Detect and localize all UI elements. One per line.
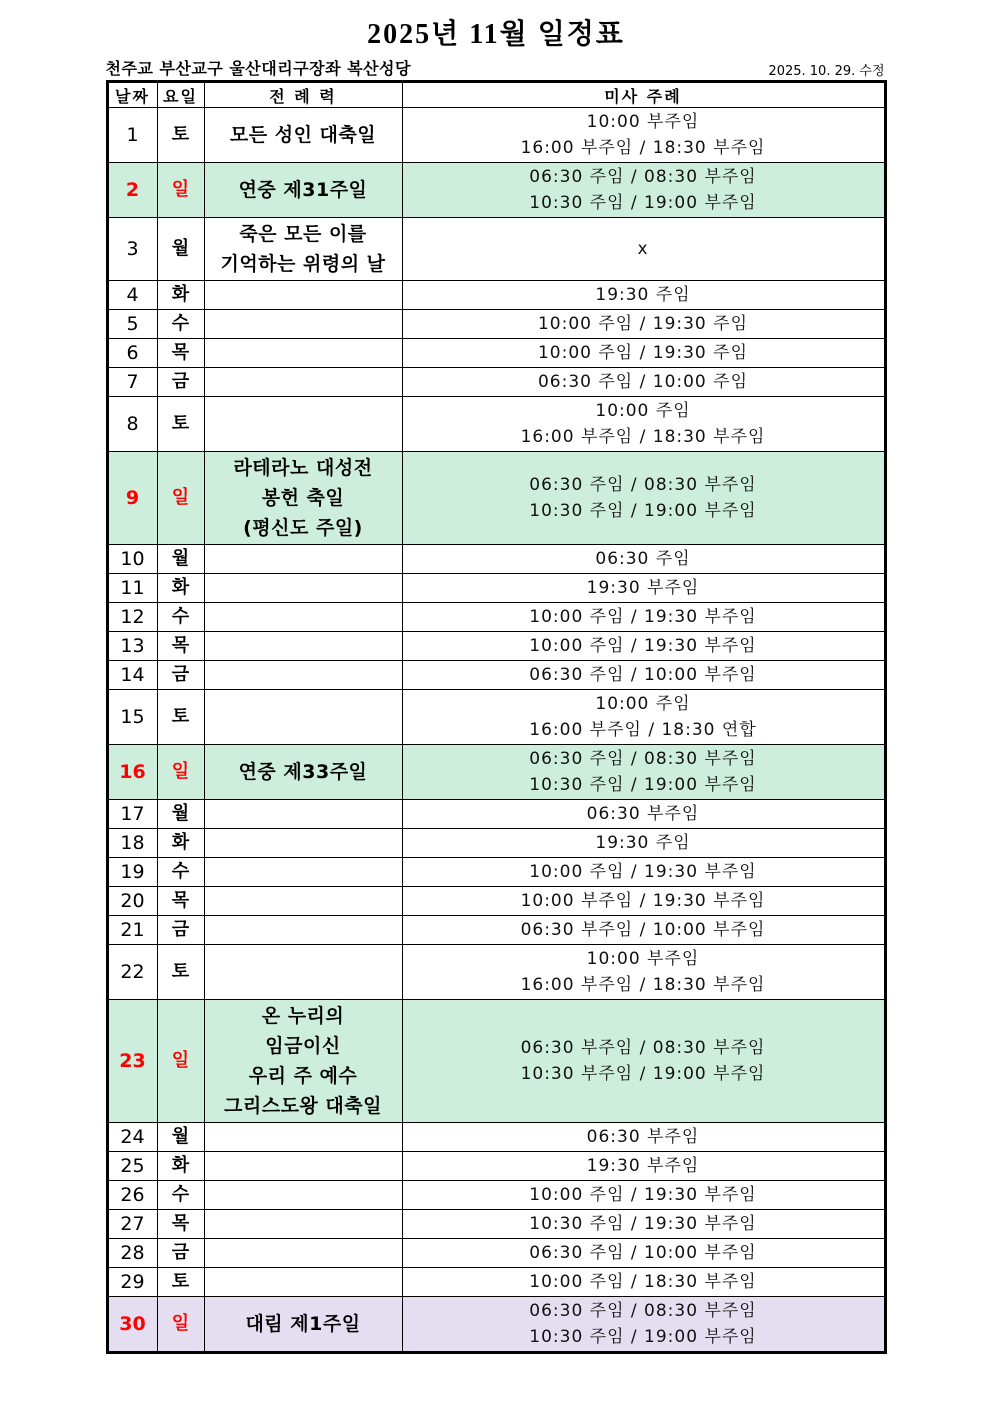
day-cell: 월 [157,545,204,574]
day-cell: 금 [157,916,204,945]
liturgy-cell: 연중 제33주일 [204,745,402,800]
table-row [107,1239,885,1268]
day-cell: 금 [157,661,204,690]
table-row [107,829,885,858]
mass-cell: 19:30 부주임 [402,1152,885,1181]
liturgy-cell: 대림 제1주일 [204,1297,402,1353]
table-row [107,690,885,745]
table-row [107,661,885,690]
date-cell: 6 [107,339,157,368]
date-cell: 20 [107,887,157,916]
mass-cell: 19:30 주임 [402,281,885,310]
day-cell: 수 [157,1181,204,1210]
date-cell: 27 [107,1210,157,1239]
date-cell: 18 [107,829,157,858]
revision-date: 2025. 10. 29. 수정 [768,64,885,79]
date-cell: 13 [107,632,157,661]
table-row [107,916,885,945]
mass-cell: 19:30 주임 [402,829,885,858]
column-header-mass: 미사 주례 [402,82,885,108]
mass-cell: 10:00 부주임 16:00 부주임 / 18:30 부주임 [402,108,885,163]
date-cell: 2 [107,163,157,218]
mass-cell: 10:00 부주임 / 19:30 부주임 [402,887,885,916]
header-row [107,82,885,108]
schedule-table-body [107,108,885,1353]
day-cell: 목 [157,632,204,661]
table-row [107,545,885,574]
day-cell: 화 [157,281,204,310]
table-row [107,1210,885,1239]
table-row [107,858,885,887]
liturgy-cell [204,1181,402,1210]
liturgy-cell: 연중 제31주일 [204,163,402,218]
table-row [107,1181,885,1210]
mass-cell: 06:30 주임 / 08:30 부주임 10:30 주임 / 19:00 부주임 [402,163,885,218]
table-row [107,574,885,603]
table-row [107,163,885,218]
mass-cell: 10:00 주임 16:00 부주임 / 18:30 연합 [402,690,885,745]
liturgy-cell [204,368,402,397]
mass-cell: 06:30 부주임 / 08:30 부주임 10:30 부주임 / 19:00 부주임 [402,1000,885,1123]
liturgy-cell [204,858,402,887]
date-cell: 21 [107,916,157,945]
table-row [107,603,885,632]
liturgy-cell [204,1239,402,1268]
mass-cell: 06:30 주임 / 08:30 부주임 10:30 주임 / 19:00 부주임 [402,745,885,800]
table-row [107,945,885,1000]
column-header-date: 날짜 [107,82,157,108]
mass-cell: 06:30 주임 / 10:00 주임 [402,368,885,397]
liturgy-cell [204,1268,402,1297]
day-cell: 월 [157,218,204,281]
column-header-day: 요일 [157,82,204,108]
liturgy-cell: 온 누리의 임금이신 우리 주 예수 그리스도왕 대축일 [204,1000,402,1123]
date-cell: 22 [107,945,157,1000]
day-cell: 토 [157,1268,204,1297]
date-cell: 4 [107,281,157,310]
table-row [107,108,885,163]
day-cell: 화 [157,574,204,603]
mass-cell: 10:00 주임 / 18:30 부주임 [402,1268,885,1297]
day-cell: 화 [157,1152,204,1181]
date-cell: 14 [107,661,157,690]
table-row [107,339,885,368]
table-row [107,1268,885,1297]
date-cell: 25 [107,1152,157,1181]
liturgy-cell [204,945,402,1000]
table-row [107,1000,885,1123]
date-cell: 15 [107,690,157,745]
date-cell: 5 [107,310,157,339]
liturgy-cell [204,603,402,632]
table-row [107,887,885,916]
mass-cell: 10:30 주임 / 19:30 부주임 [402,1210,885,1239]
liturgy-cell [204,1152,402,1181]
day-cell: 일 [157,1297,204,1353]
mass-cell: 19:30 부주임 [402,574,885,603]
table-row [107,1152,885,1181]
table-row [107,1297,885,1353]
liturgy-cell [204,829,402,858]
day-cell: 일 [157,745,204,800]
table-row [107,218,885,281]
mass-cell: 10:00 주임 / 19:30 부주임 [402,858,885,887]
mass-cell: 10:00 주임 / 19:30 주임 [402,339,885,368]
day-cell: 목 [157,1210,204,1239]
liturgy-cell [204,690,402,745]
day-cell: 목 [157,339,204,368]
date-cell: 28 [107,1239,157,1268]
mass-cell: 06:30 주임 / 08:30 부주임 10:30 주임 / 19:00 부주임 [402,1297,885,1353]
table-row [107,397,885,452]
mass-cell: 06:30 주임 / 08:30 부주임 10:30 주임 / 19:00 부주임 [402,452,885,545]
table-row [107,745,885,800]
date-cell: 26 [107,1181,157,1210]
table-row [107,310,885,339]
date-cell: 7 [107,368,157,397]
date-cell: 8 [107,397,157,452]
mass-cell: 10:00 주임 / 19:30 부주임 [402,603,885,632]
table-row [107,632,885,661]
date-cell: 29 [107,1268,157,1297]
table-row [107,281,885,310]
liturgy-cell [204,800,402,829]
day-cell: 월 [157,800,204,829]
page-title: 2025년 11월 일정표 [367,19,625,50]
date-cell: 9 [107,452,157,545]
liturgy-cell [204,916,402,945]
date-cell: 10 [107,545,157,574]
day-cell: 일 [157,163,204,218]
column-header-liturgy: 전 례 력 [204,82,402,108]
liturgy-cell [204,397,402,452]
liturgy-cell: 모든 성인 대축일 [204,108,402,163]
liturgy-cell [204,310,402,339]
day-cell: 토 [157,108,204,163]
date-cell: 24 [107,1123,157,1152]
liturgy-cell: 라테라노 대성전 봉헌 축일 (평신도 주일) [204,452,402,545]
date-cell: 3 [107,218,157,281]
mass-cell: 10:00 주임 / 19:30 부주임 [402,1181,885,1210]
mass-cell: 06:30 부주임 [402,1123,885,1152]
mass-cell: 10:00 주임 / 19:30 주임 [402,310,885,339]
day-cell: 금 [157,368,204,397]
day-cell: 금 [157,1239,204,1268]
date-cell: 11 [107,574,157,603]
liturgy-cell [204,339,402,368]
day-cell: 일 [157,452,204,545]
table-row [107,452,885,545]
liturgy-cell [204,661,402,690]
org-name: 천주교 부산교구 울산대리구장좌 복산성당 [105,59,411,78]
mass-cell: x [402,218,885,281]
mass-cell: 06:30 주임 / 10:00 부주임 [402,661,885,690]
table-row [107,1123,885,1152]
table-row [107,368,885,397]
day-cell: 일 [157,1000,204,1123]
day-cell: 토 [157,945,204,1000]
mass-cell: 10:00 주임 / 19:30 부주임 [402,632,885,661]
date-cell: 12 [107,603,157,632]
liturgy-cell [204,887,402,916]
table-row [107,800,885,829]
day-cell: 수 [157,858,204,887]
liturgy-cell [204,545,402,574]
liturgy-cell [204,1123,402,1152]
day-cell: 수 [157,310,204,339]
liturgy-cell [204,632,402,661]
mass-cell: 10:00 부주임 16:00 부주임 / 18:30 부주임 [402,945,885,1000]
day-cell: 수 [157,603,204,632]
day-cell: 화 [157,829,204,858]
mass-cell: 06:30 주임 / 10:00 부주임 [402,1239,885,1268]
schedule-table [106,80,887,1354]
mass-cell: 06:30 주임 [402,545,885,574]
date-cell: 30 [107,1297,157,1353]
mass-cell: 10:00 주임 16:00 부주임 / 18:30 부주임 [402,397,885,452]
date-cell: 23 [107,1000,157,1123]
date-cell: 1 [107,108,157,163]
mass-cell: 06:30 부주임 / 10:00 부주임 [402,916,885,945]
day-cell: 토 [157,397,204,452]
subheader [106,56,887,79]
table-header [107,82,885,108]
liturgy-cell [204,1210,402,1239]
mass-cell: 06:30 부주임 [402,800,885,829]
liturgy-cell: 죽은 모든 이를 기억하는 위령의 날 [204,218,402,281]
day-cell: 월 [157,1123,204,1152]
day-cell: 토 [157,690,204,745]
day-cell: 목 [157,887,204,916]
date-cell: 17 [107,800,157,829]
date-cell: 16 [107,745,157,800]
liturgy-cell [204,281,402,310]
date-cell: 19 [107,858,157,887]
liturgy-cell [204,574,402,603]
